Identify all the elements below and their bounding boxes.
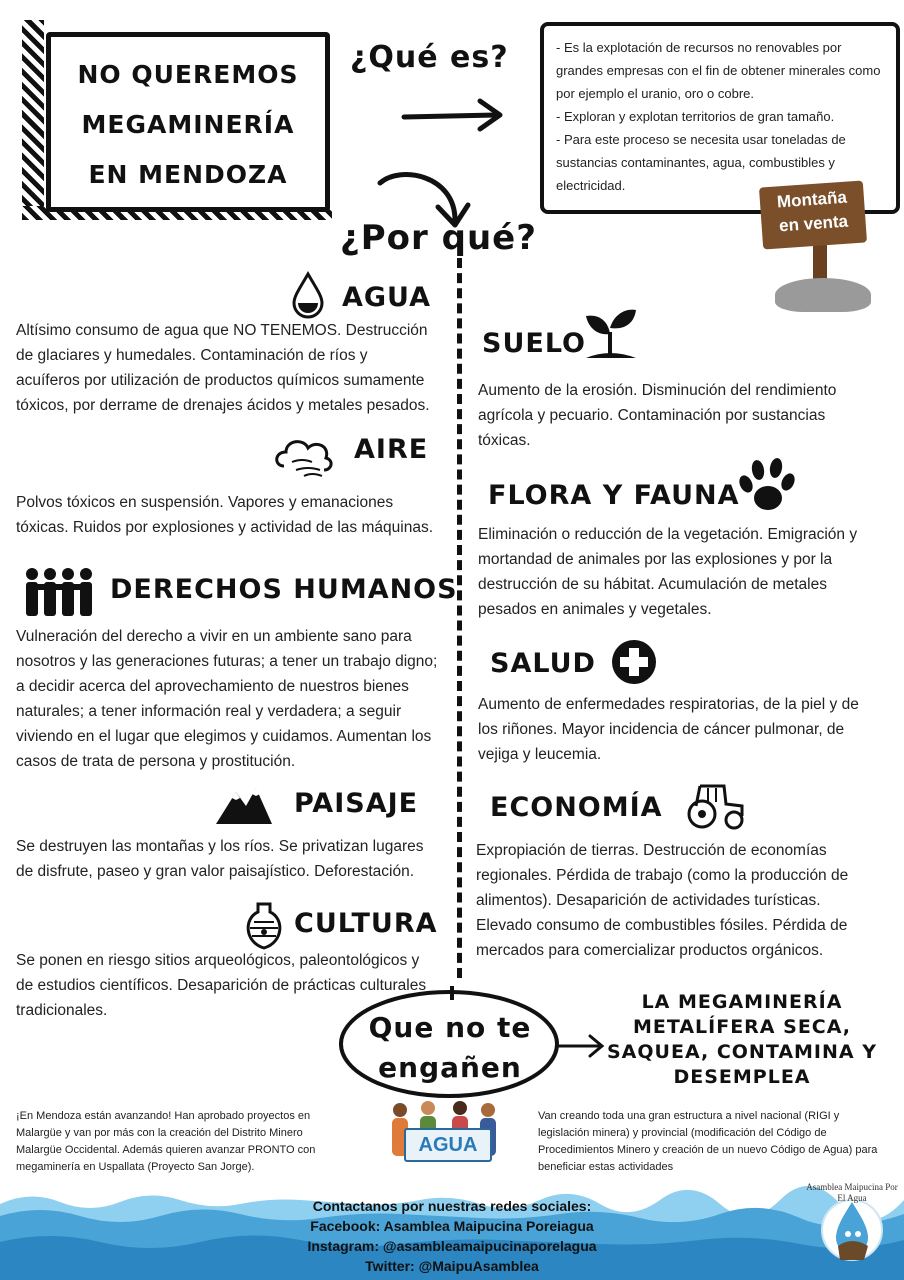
sign-text: en venta	[778, 211, 849, 236]
section-heading-cultura: CULTURA	[294, 908, 438, 939]
sprout-icon	[584, 306, 638, 362]
section-text-suelo: Aumento de la erosión. Disminución del rendimiento agrícola y pecuario. Contaminación por sustancias tóxicas.	[478, 382, 837, 449]
definition-item: - Exploran y explotan territorios de gran tamaño.	[556, 109, 835, 124]
health-cross-icon	[610, 638, 658, 686]
section-heading-derechos-humanos: DERECHOS HUMANOS	[110, 574, 458, 605]
cloud-wind-icon	[272, 432, 340, 478]
section-heading-flora-y-fauna: FLORA Y FAUNA	[488, 480, 740, 511]
twitter-link[interactable]: Twitter: @MaipuAsamblea	[365, 1258, 539, 1274]
arrow-right-icon	[400, 95, 510, 135]
slogan	[600, 990, 884, 1090]
warning-line: engañen	[378, 1051, 522, 1084]
arrow-right-icon	[556, 1030, 606, 1060]
montana-en-venta-sign	[755, 170, 885, 320]
slogan-line: DESEMPLEA	[673, 1066, 811, 1088]
warning-line: Que no te	[368, 1011, 532, 1044]
note-left: ¡En Mendoza están avanzando! Han aprobado proyectos en Malargüe y van por más con la creación del Distrito Minero Malargüe Occidental. Además quieren avanzar PRONTO con megaminería en Uspallata (Proyecto San Jorge).	[16, 1110, 316, 1173]
logo-text: Asamblea Maipucina Por El Agua	[806, 1182, 898, 1203]
slogan-line: SAQUEA, CONTAMINA Y	[607, 1041, 877, 1063]
title-line: NO QUEREMOS	[77, 60, 299, 89]
definition-item: - Es la explotación de recursos no renovables por grandes empresas con el fin de obtener minerales como por ejemplo el uranio, oro o cobre.	[556, 40, 881, 101]
section-text-economia: Expropiación de tierras. Destrucción de economías regionales. Pérdida de trabajo (como la producción de alimentos). Desaparición de actividades turísticas. Elevado consumo de combustibles fósiles. Pérdida de mercados para comercializar productos orgánicos.	[476, 842, 849, 959]
stripe-decoration	[22, 20, 44, 216]
slogan-line: METALÍFERA SECA,	[632, 1016, 852, 1038]
dashed-divider	[457, 258, 462, 978]
section-heading-agua: AGUA	[342, 282, 432, 313]
sign-text: Montaña	[776, 187, 848, 212]
section-text-salud: Aumento de enfermedades respiratorias, de la piel y de los riñones. Mayor incidencia de cáncer pulmonar, de vejiga y leucemia.	[478, 696, 859, 763]
contact-heading: Contactanos por nuestras redes sociales:	[312, 1198, 592, 1214]
instagram-link[interactable]: Instagram: @asambleamaipucinaporelagua	[307, 1238, 597, 1254]
section-text-aire: Polvos tóxicos en suspensión. Vapores y emanaciones tóxicas. Ruidos por explosiones y actividad de las máquinas.	[16, 494, 434, 536]
section-heading-suelo: SUELO	[482, 328, 587, 359]
protest-illustration	[384, 1100, 506, 1176]
paw-icon	[732, 454, 798, 518]
warning-text	[340, 1008, 560, 1088]
mountains-icon	[214, 782, 274, 826]
sign-board	[759, 180, 867, 249]
note-right: Van creando toda una gran estructura a nivel nacional (RIGI y legislación minera) y provincial (modificación del Código de Procedimientos Minero y creación de un nuevo Código de Agua) para beneficiar estas actividades	[538, 1110, 878, 1173]
title-line: EN MENDOZA	[88, 160, 288, 189]
section-text-paisaje: Se destruyen las montañas y los ríos. Se privatizan lugares de disfrute, paseo y gran valor paisajístico. Deforestación.	[16, 838, 424, 880]
title-box	[22, 20, 340, 216]
section-text-derechos-humanos: Vulneración del derecho a vivir en un ambiente sano para nosotros y las generaciones futuras; a tener un trabajo digno; a decidir acerca del aprovechamiento de nuestros bienes naturales; a tener información real y verdadera; a seguir viviendo en el lugar que elegimos y cuidamos. Aumentan los casos de trata de persona y prostitución.	[16, 628, 438, 770]
water-drop-icon	[288, 270, 328, 320]
que-es-heading: ¿Qué es?	[350, 40, 509, 75]
por-que-heading: ¿Por qué?	[340, 218, 537, 258]
definition-item: - Para este proceso se necesita usar toneladas de sustancias contaminantes, agua, combustibles y electricidad.	[556, 132, 846, 193]
section-heading-paisaje: PAISAJE	[294, 788, 419, 819]
section-heading-salud: SALUD	[490, 648, 596, 679]
pottery-icon	[240, 902, 288, 950]
facebook-link[interactable]: Facebook: Asamblea Maipucina Poreiagua	[310, 1218, 594, 1234]
slogan-line: LA MEGAMINERÍA	[641, 991, 843, 1013]
tractor-icon	[680, 778, 748, 830]
logo	[804, 1180, 900, 1276]
people-group-icon	[22, 566, 96, 618]
protest-banner: AGUA	[404, 1128, 492, 1162]
section-heading-aire: AIRE	[354, 434, 429, 465]
section-text-cultura: Se ponen en riesgo sitios arqueológicos, paleontológicos y de estudios científicos. Desaparición de prácticas culturales tradicionales.	[16, 952, 427, 1019]
section-heading-economia: ECONOMÍA	[490, 792, 663, 823]
page-title	[46, 50, 330, 200]
title-line: MEGAMINERÍA	[81, 110, 295, 139]
contact-block	[220, 1196, 684, 1276]
section-text-flora-y-fauna: Eliminación o reducción de la vegetación. Emigración y mortandad de animales por las explosiones y por la destrucción de su hábitat. Acumulación de metales pesados en animales y vegetales.	[478, 526, 858, 618]
section-text-agua: Altísimo consumo de agua que NO TENEMOS. Destrucción de glaciares y humedales. Contaminación de ríos y acuíferos por utilización de productos químicos sumamente tóxicos, por derrame de drenajes ácidos y metales pesados.	[16, 322, 430, 414]
rock-icon	[775, 278, 871, 312]
